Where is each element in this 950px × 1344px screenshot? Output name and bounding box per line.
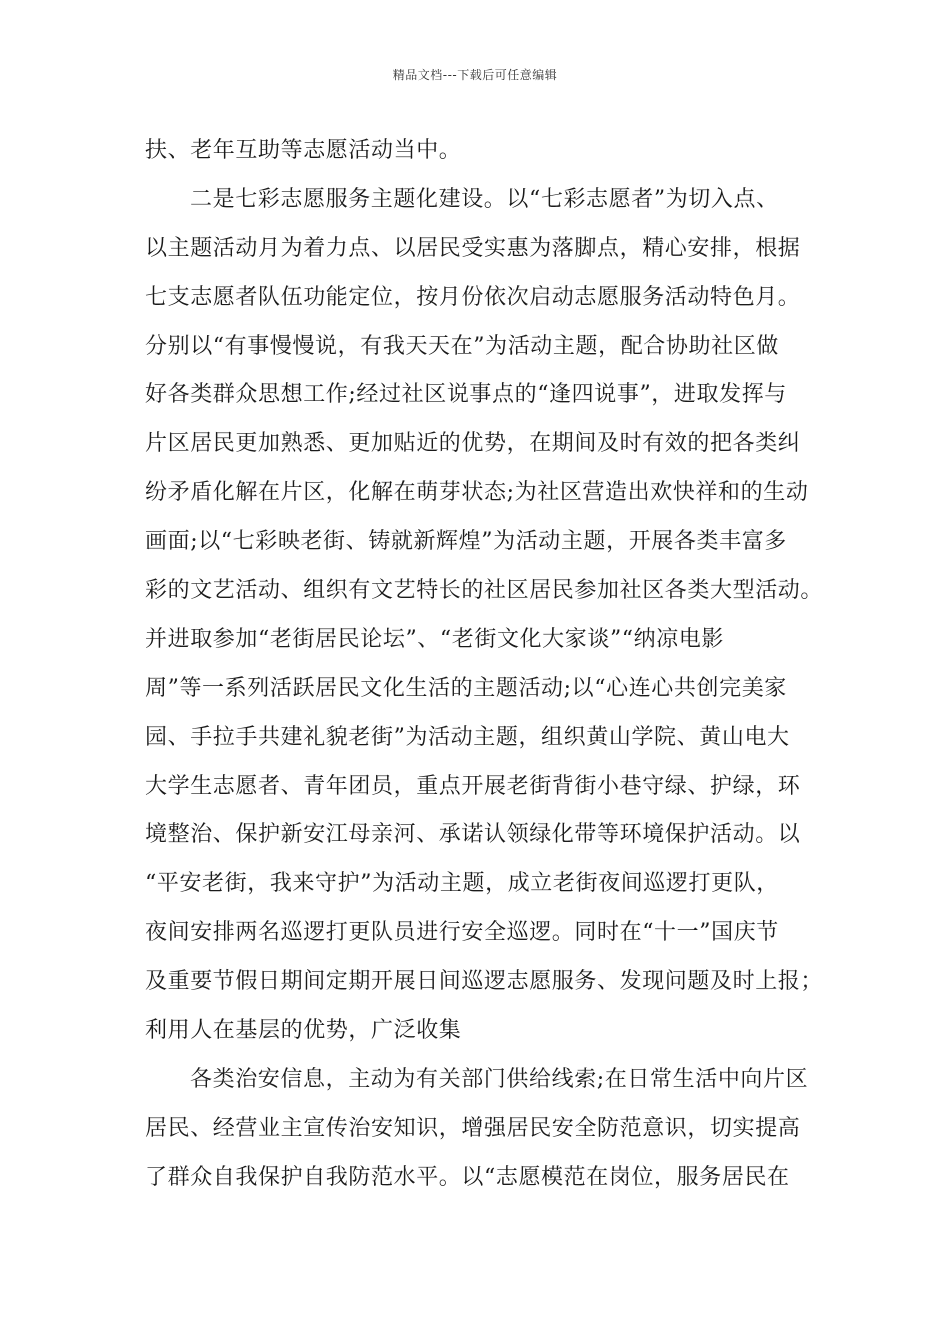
- document-body: [145, 127, 824, 1203]
- text-line: 分别以“有事慢慢说，有我天天在”为活动主题，配合协助社区做: [145, 333, 779, 359]
- text-line: 夜间安排两名巡逻打更队员进行安全巡逻。同时在“十一”国庆节: [145, 920, 779, 946]
- text-line: 纷矛盾化解在片区，化解在萌芽状态;为社区营造出欢快祥和的生动: [145, 480, 809, 506]
- text-line: 片区居民更加熟悉、更加贴近的优势，在期间及时有效的把各类纠: [145, 431, 801, 457]
- text-line: 以主题活动月为着力点、以居民受实惠为落脚点，精心安排，根据: [145, 235, 801, 261]
- text-line: 七支志愿者队伍功能定位，按月份依次启动志愿服务活动特色月。: [145, 284, 801, 310]
- text-line: “平安老街，我来守护”为活动主题，成立老街夜间巡逻打更队，: [145, 871, 779, 897]
- text-line: 各类治安信息，主动为有关部门供给线索;在日常生活中向片区: [190, 1066, 809, 1092]
- text-line: 彩的文艺活动、组织有文艺特长的社区居民参加社区各类大型活动。: [145, 578, 824, 604]
- text-line: 了群众自我保护自我防范水平。以“志愿模范在岗位，服务居民在: [145, 1164, 790, 1190]
- text-line: 及重要节假日期间定期开展日间巡逻志愿服务、发现问题及时上报；: [145, 969, 824, 995]
- text-line: 好各类群众思想工作;经过社区说事点的“逢四说事”，进取发挥与: [145, 382, 787, 408]
- page-header: 精品文档---下载后可任意编辑: [392, 68, 558, 82]
- text-line: 居民、经营业主宣传治安知识，增强居民安全防范意识，切实提高: [145, 1115, 801, 1141]
- text-line: 境整治、保护新安江母亲河、承诺认领绿化带等环境保护活动。以: [145, 822, 801, 848]
- text-line: 并进取参加“老街居民论坛”、“老街文化大家谈”“纳凉电影: [145, 626, 725, 652]
- text-line: 大学生志愿者、青年团员，重点开展老街背街小巷守绿、护绿，环: [145, 773, 801, 799]
- text-line: 周”等一系列活跃居民文化生活的主题活动;以“心连心共创完美家: [145, 675, 787, 701]
- text-line: 利用人在基层的优势，广泛收集: [145, 1018, 462, 1044]
- text-line: 二是七彩志愿服务主题化建设。以“七彩志愿者”为切入点、: [190, 186, 779, 212]
- text-line: 扶、老年互助等志愿活动当中。: [145, 138, 462, 163]
- text-line: 园、手拉手共建礼貌老街”为活动主题，组织黄山学院、黄山电大: [145, 724, 790, 750]
- text-line: 画面;以“七彩映老街、铸就新辉煌”为活动主题，开展各类丰富多: [145, 529, 787, 555]
